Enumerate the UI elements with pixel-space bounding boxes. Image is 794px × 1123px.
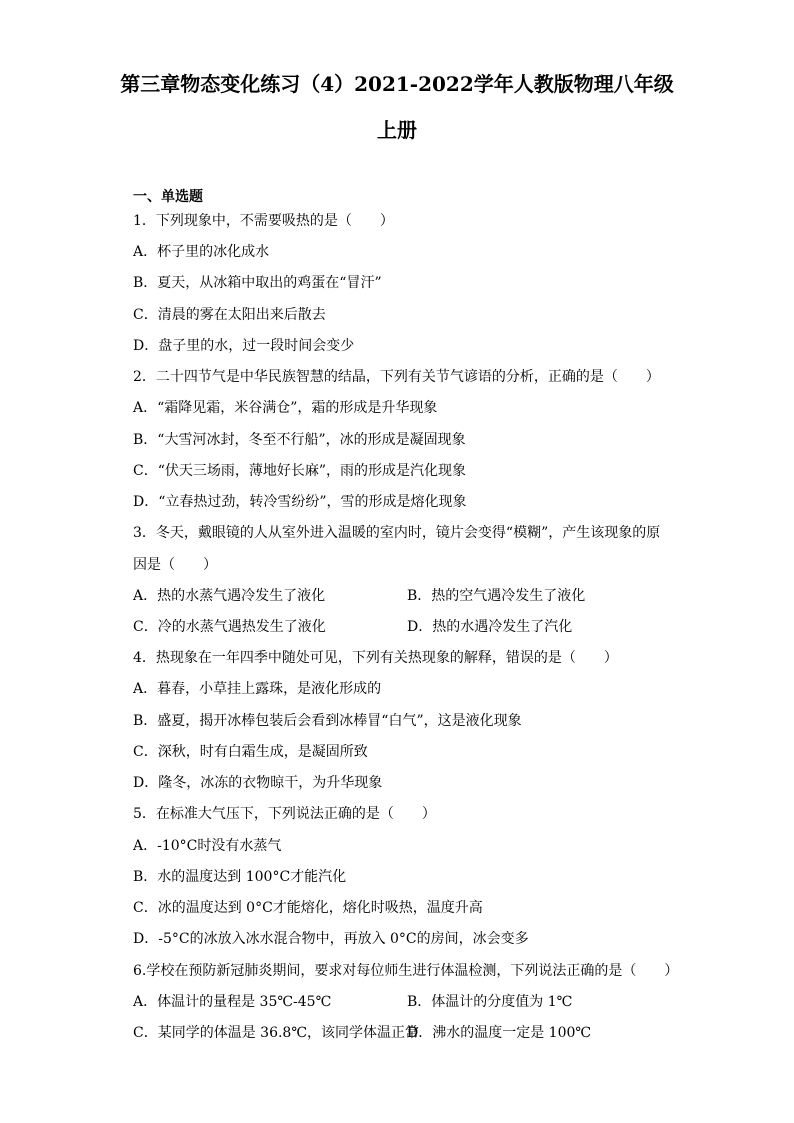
question-3-option-c: C．冷的水蒸气遇热发生了液化 bbox=[133, 619, 326, 635]
question-1-option-b: B．夏天，从冰箱中取出的鸡蛋在“冒汗” bbox=[133, 275, 382, 291]
question-3-option-d: D．热的水遇冷发生了汽化 bbox=[407, 619, 573, 635]
question-5-option-a: A．-10°C时没有水蒸气 bbox=[133, 838, 282, 854]
question-5-option-b: B．水的温度达到 100°C才能汽化 bbox=[133, 869, 347, 885]
question-2-option-d: D．“立春热过劲，转冷雪纷纷”，雪的形成是熔化现象 bbox=[133, 494, 467, 510]
question-6-option-b: B．体温计的分度值为 1℃ bbox=[407, 994, 573, 1010]
question-5-stem: 5．在标准大气压下，下列说法正确的是（ ） bbox=[133, 806, 436, 822]
question-5-option-d: D．-5°C的冰放入冰水混合物中，再放入 0°C的房间，冰会变多 bbox=[133, 931, 529, 947]
question-1-option-d: D．盘子里的水，过一段时间会变少 bbox=[133, 338, 355, 354]
question-6-option-d: D．沸水的温度一定是 100℃ bbox=[407, 1025, 592, 1041]
question-5-option-c: C．冰的温度达到 0°C才能熔化，熔化时吸热，温度升高 bbox=[133, 900, 483, 916]
question-2-option-c: C．“伏天三场雨，薄地好长麻”，雨的形成是汽化现象 bbox=[133, 463, 467, 479]
question-1-option-a: A．杯子里的冰化成水 bbox=[133, 244, 270, 260]
question-4-option-a: A．暮春，小草挂上露珠，是液化形成的 bbox=[133, 681, 382, 697]
question-2-option-b: B．“大雪河冰封，冬至不行船”，冰的形成是凝固现象 bbox=[133, 432, 466, 448]
question-3-stem-line-2: 因是（ ） bbox=[133, 557, 217, 573]
question-1-option-c: C．清晨的雾在太阳出来后散去 bbox=[133, 307, 326, 323]
question-3-option-b: B．热的空气遇冷发生了液化 bbox=[407, 588, 586, 604]
question-6-option-a: A．体温计的量程是 35℃-45℃ bbox=[133, 994, 332, 1010]
title-line-2: 上册 bbox=[377, 118, 417, 142]
question-4-stem: 4．热现象在一年四季中随处可见，下列有关热现象的解释，错误的是（ ） bbox=[133, 650, 618, 666]
title-line-1: 第三章物态变化练习（4）2021-2022学年人教版物理八年级 bbox=[120, 72, 674, 96]
question-4-option-b: B．盛夏，揭开冰棒包装后会看到冰棒冒“白气”，这是液化现象 bbox=[133, 713, 522, 729]
question-2-option-a: A．“霜降见霜，米谷满仓”，霜的形成是升华现象 bbox=[133, 400, 438, 416]
question-2-stem: 2．二十四节气是中华民族智慧的结晶，下列有关节气谚语的分析，正确的是（ ） bbox=[133, 369, 660, 385]
question-3-option-a: A．热的水蒸气遇冷发生了液化 bbox=[133, 588, 326, 604]
section-heading: 一、单选题 bbox=[133, 189, 203, 205]
question-4-option-c: C．深秋，时有白霜生成，是凝固所致 bbox=[133, 744, 368, 760]
question-1-stem: 1．下列现象中，不需要吸热的是（ ） bbox=[133, 213, 394, 229]
question-6-stem: 6.学校在预防新冠肺炎期间，要求对每位师生进行体温检测，下列说法正确的是（ ） bbox=[133, 963, 679, 979]
question-4-option-d: D．隆冬，冰冻的衣物晾干，为升华现象 bbox=[133, 775, 383, 791]
question-6-option-c: C．某同学的体温是 36.8℃，该同学体温正常 bbox=[133, 1025, 419, 1041]
question-3-stem-line-1: 3．冬天，戴眼镜的人从室外进入温暖的室内时，镜片会变得“模糊”，产生该现象的原 bbox=[133, 525, 661, 541]
